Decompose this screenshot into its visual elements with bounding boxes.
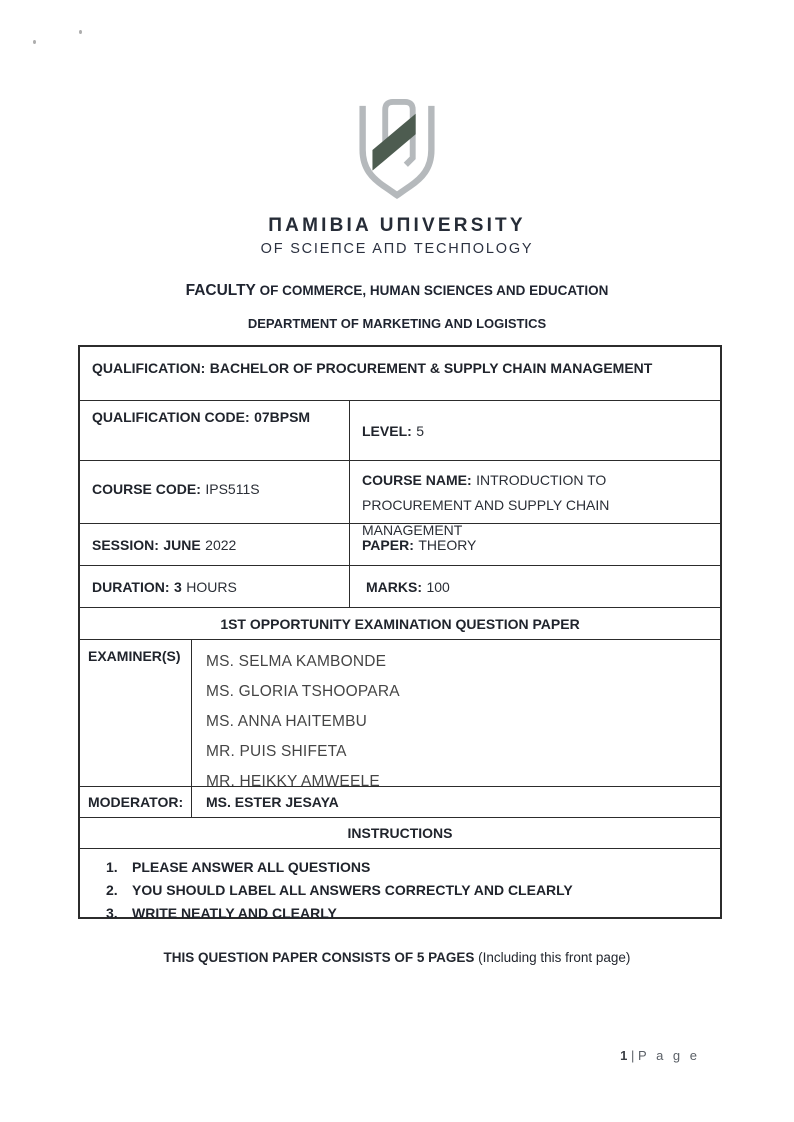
page-number-value: 1 xyxy=(620,1048,628,1063)
course-name-label: COURSE NAME: xyxy=(362,472,472,488)
session-month: JUNE xyxy=(163,537,201,553)
duration-unit: HOURS xyxy=(186,579,237,595)
level-value: 5 xyxy=(416,423,425,439)
instruction-number: 2. xyxy=(106,882,118,898)
scan-artifact xyxy=(33,40,36,44)
duration-row xyxy=(80,565,720,607)
instruction-item xyxy=(80,902,720,925)
examiner-name: MR. HEIKKY AMWEELE xyxy=(206,773,380,790)
course-name-value: INTRODUCTION TO PROCUREMENT AND SUPPLY CHAIN MANAGEMENT xyxy=(362,472,610,538)
faculty-word: FACULTY xyxy=(185,282,256,299)
examiner-name: MS. GLORIA TSHOOPARA xyxy=(206,683,400,700)
qualification-code-value: 07BPSM xyxy=(254,409,311,425)
examiner-name: MR. PUIS SHIFETA xyxy=(206,743,347,760)
logo-block xyxy=(0,97,794,257)
instructions-banner-row xyxy=(80,817,720,848)
qualification-code-label: QUALIFICATION CODE: xyxy=(92,409,250,425)
marks-value: 100 xyxy=(426,579,450,595)
opportunity-banner: 1ST OPPORTUNITY EXAMINATION QUESTION PAPER xyxy=(220,615,580,632)
page-number xyxy=(620,1048,700,1063)
page-number-separator: | xyxy=(631,1048,635,1063)
university-name: ΠAMIBIA UΠIVERSITY xyxy=(268,215,526,236)
scan-artifact xyxy=(79,30,82,34)
moderator-row xyxy=(80,786,720,817)
course-code-label: COURSE CODE: xyxy=(92,481,201,497)
opportunity-banner-row xyxy=(80,607,720,639)
qualification-row xyxy=(80,347,720,400)
moderator-value: MS. ESTER JESAYA xyxy=(206,794,339,810)
instruction-item xyxy=(80,856,720,879)
page-count-note xyxy=(0,950,794,965)
qualification-label: QUALIFICATION: xyxy=(92,360,206,376)
instructions-banner: INSTRUCTIONS xyxy=(347,825,453,841)
examiner-name: MS. SELMA KAMBONDE xyxy=(206,653,387,670)
session-label: SESSION: xyxy=(92,537,159,553)
course-code-value: IPS511S xyxy=(205,481,260,497)
examiners-label: EXAMINER(S) xyxy=(88,648,181,664)
instruction-text: YOU SHOULD LABEL ALL ANSWERS CORRECTLY AND CLEARLY xyxy=(132,882,573,898)
instructions-list-row xyxy=(80,848,720,921)
paper-value: THEORY xyxy=(418,537,477,553)
department-heading: DEPARTMENT OF MARKETING AND LOGISTICS xyxy=(247,316,547,331)
page-count-rest: (Including this front page) xyxy=(474,950,631,965)
university-subtitle: OF SCIEΠCE AΠD TECHΠOLOGY xyxy=(260,241,534,257)
duration-label: DURATION: xyxy=(92,579,170,595)
faculty-heading xyxy=(0,282,794,300)
examiner-name: MS. ANNA HAITEMBU xyxy=(206,713,368,730)
instruction-text: PLEASE ANSWER ALL QUESTIONS xyxy=(132,859,371,875)
qualification-code-row xyxy=(80,400,720,460)
examiners-row xyxy=(80,639,720,790)
course-code-row xyxy=(80,460,720,538)
instruction-number: 3. xyxy=(106,905,118,921)
level-label: LEVEL: xyxy=(362,423,412,439)
paper-label: PAPER: xyxy=(362,537,414,553)
instruction-number: 1. xyxy=(106,859,118,875)
session-row xyxy=(80,523,720,565)
qualification-value: BACHELOR OF PROCUREMENT & SUPPLY CHAIN MANAGEMENT xyxy=(209,360,653,376)
session-year: 2022 xyxy=(205,537,237,553)
instruction-text: WRITE NEATLY AND CLEARLY xyxy=(132,905,337,921)
moderator-label: MODERATOR: xyxy=(88,794,184,810)
instruction-item xyxy=(80,879,720,902)
page-number-word: P a g e xyxy=(638,1048,700,1063)
faculty-rest: OF COMMERCE, HUMAN SCIENCES AND EDUCATION xyxy=(255,283,609,298)
page-count-bold: THIS QUESTION PAPER CONSISTS OF 5 PAGES xyxy=(163,950,475,965)
nust-shield-logo xyxy=(355,97,439,205)
marks-label: MARKS: xyxy=(366,579,422,595)
duration-number: 3 xyxy=(173,579,182,595)
exam-cover-table xyxy=(78,345,722,919)
